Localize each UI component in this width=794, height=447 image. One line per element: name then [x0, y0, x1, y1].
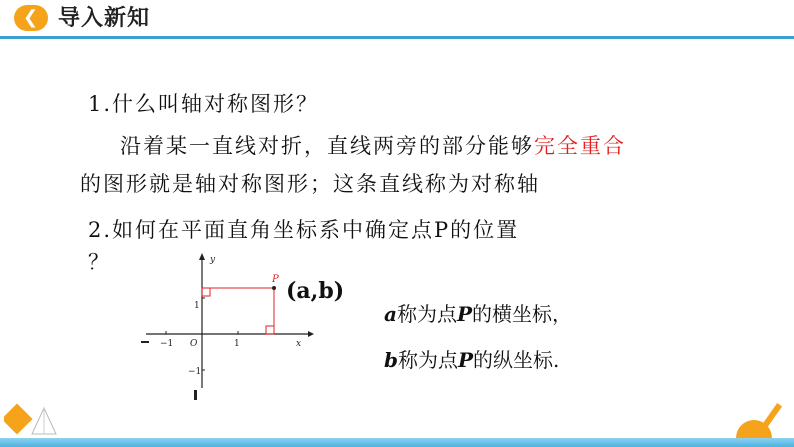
y-axis-label: y [210, 255, 216, 265]
tick-label-x-neg: −1 [160, 339, 174, 349]
desc2-var: b [384, 348, 398, 372]
page-title: 导入新知 [58, 6, 151, 31]
tick-label-y-pos: 1 [194, 301, 200, 311]
header [0, 0, 794, 42]
stray-dash-mark [141, 341, 149, 343]
coordinate-graph [130, 248, 330, 396]
definition-line-2: 的图形就是轴对称图形；这条直线称为对称轴 [80, 172, 540, 196]
desc1-mid: 称为点 [396, 302, 457, 326]
question-2: 2.如何在平面直角坐标系中确定点P的位置 [88, 218, 520, 242]
back-arrow-icon: ❮ [23, 7, 39, 28]
right-angle-marker-x [266, 326, 274, 334]
pencil-icon [4, 403, 33, 434]
footer-bar [0, 438, 794, 447]
tick-label-y-neg: −1 [188, 367, 202, 377]
header-divider [0, 36, 794, 39]
footer-decoration-left [4, 402, 74, 442]
right-angle-marker-y [202, 288, 210, 296]
definition-line-1 [120, 130, 626, 160]
back-button[interactable] [14, 5, 48, 31]
definition-highlight: 完全重合 [534, 134, 626, 158]
desc2-end: 的纵坐标. [473, 348, 560, 372]
x-coordinate-description [384, 298, 572, 327]
desc2-mid: 称为点 [397, 348, 458, 372]
coordinate-pair: (a,b) [286, 278, 345, 304]
x-axis-label: x [296, 339, 302, 349]
question-2-tail: ？ [88, 250, 109, 274]
tick-label-x-pos: 1 [234, 339, 240, 349]
point-p [272, 286, 276, 290]
definition-text: 沿着某一直线对折，直线两旁的部分能够 [120, 134, 534, 158]
desc2-point: P [457, 348, 474, 372]
y-axis-arrow [199, 253, 205, 260]
x-axis-arrow [308, 331, 314, 337]
stray-stroke-mark [194, 390, 197, 400]
desc1-point: P [456, 302, 473, 326]
question-1: 1.什么叫轴对称图形？ [88, 92, 320, 116]
origin-label: O [190, 339, 198, 349]
pencil-icon-right [760, 403, 782, 431]
y-coordinate-description [384, 344, 559, 373]
footer-decoration-right [732, 398, 792, 440]
desc1-var: a [384, 302, 397, 326]
desc1-end: 的横坐标， [472, 302, 573, 326]
point-label: P [272, 274, 279, 285]
